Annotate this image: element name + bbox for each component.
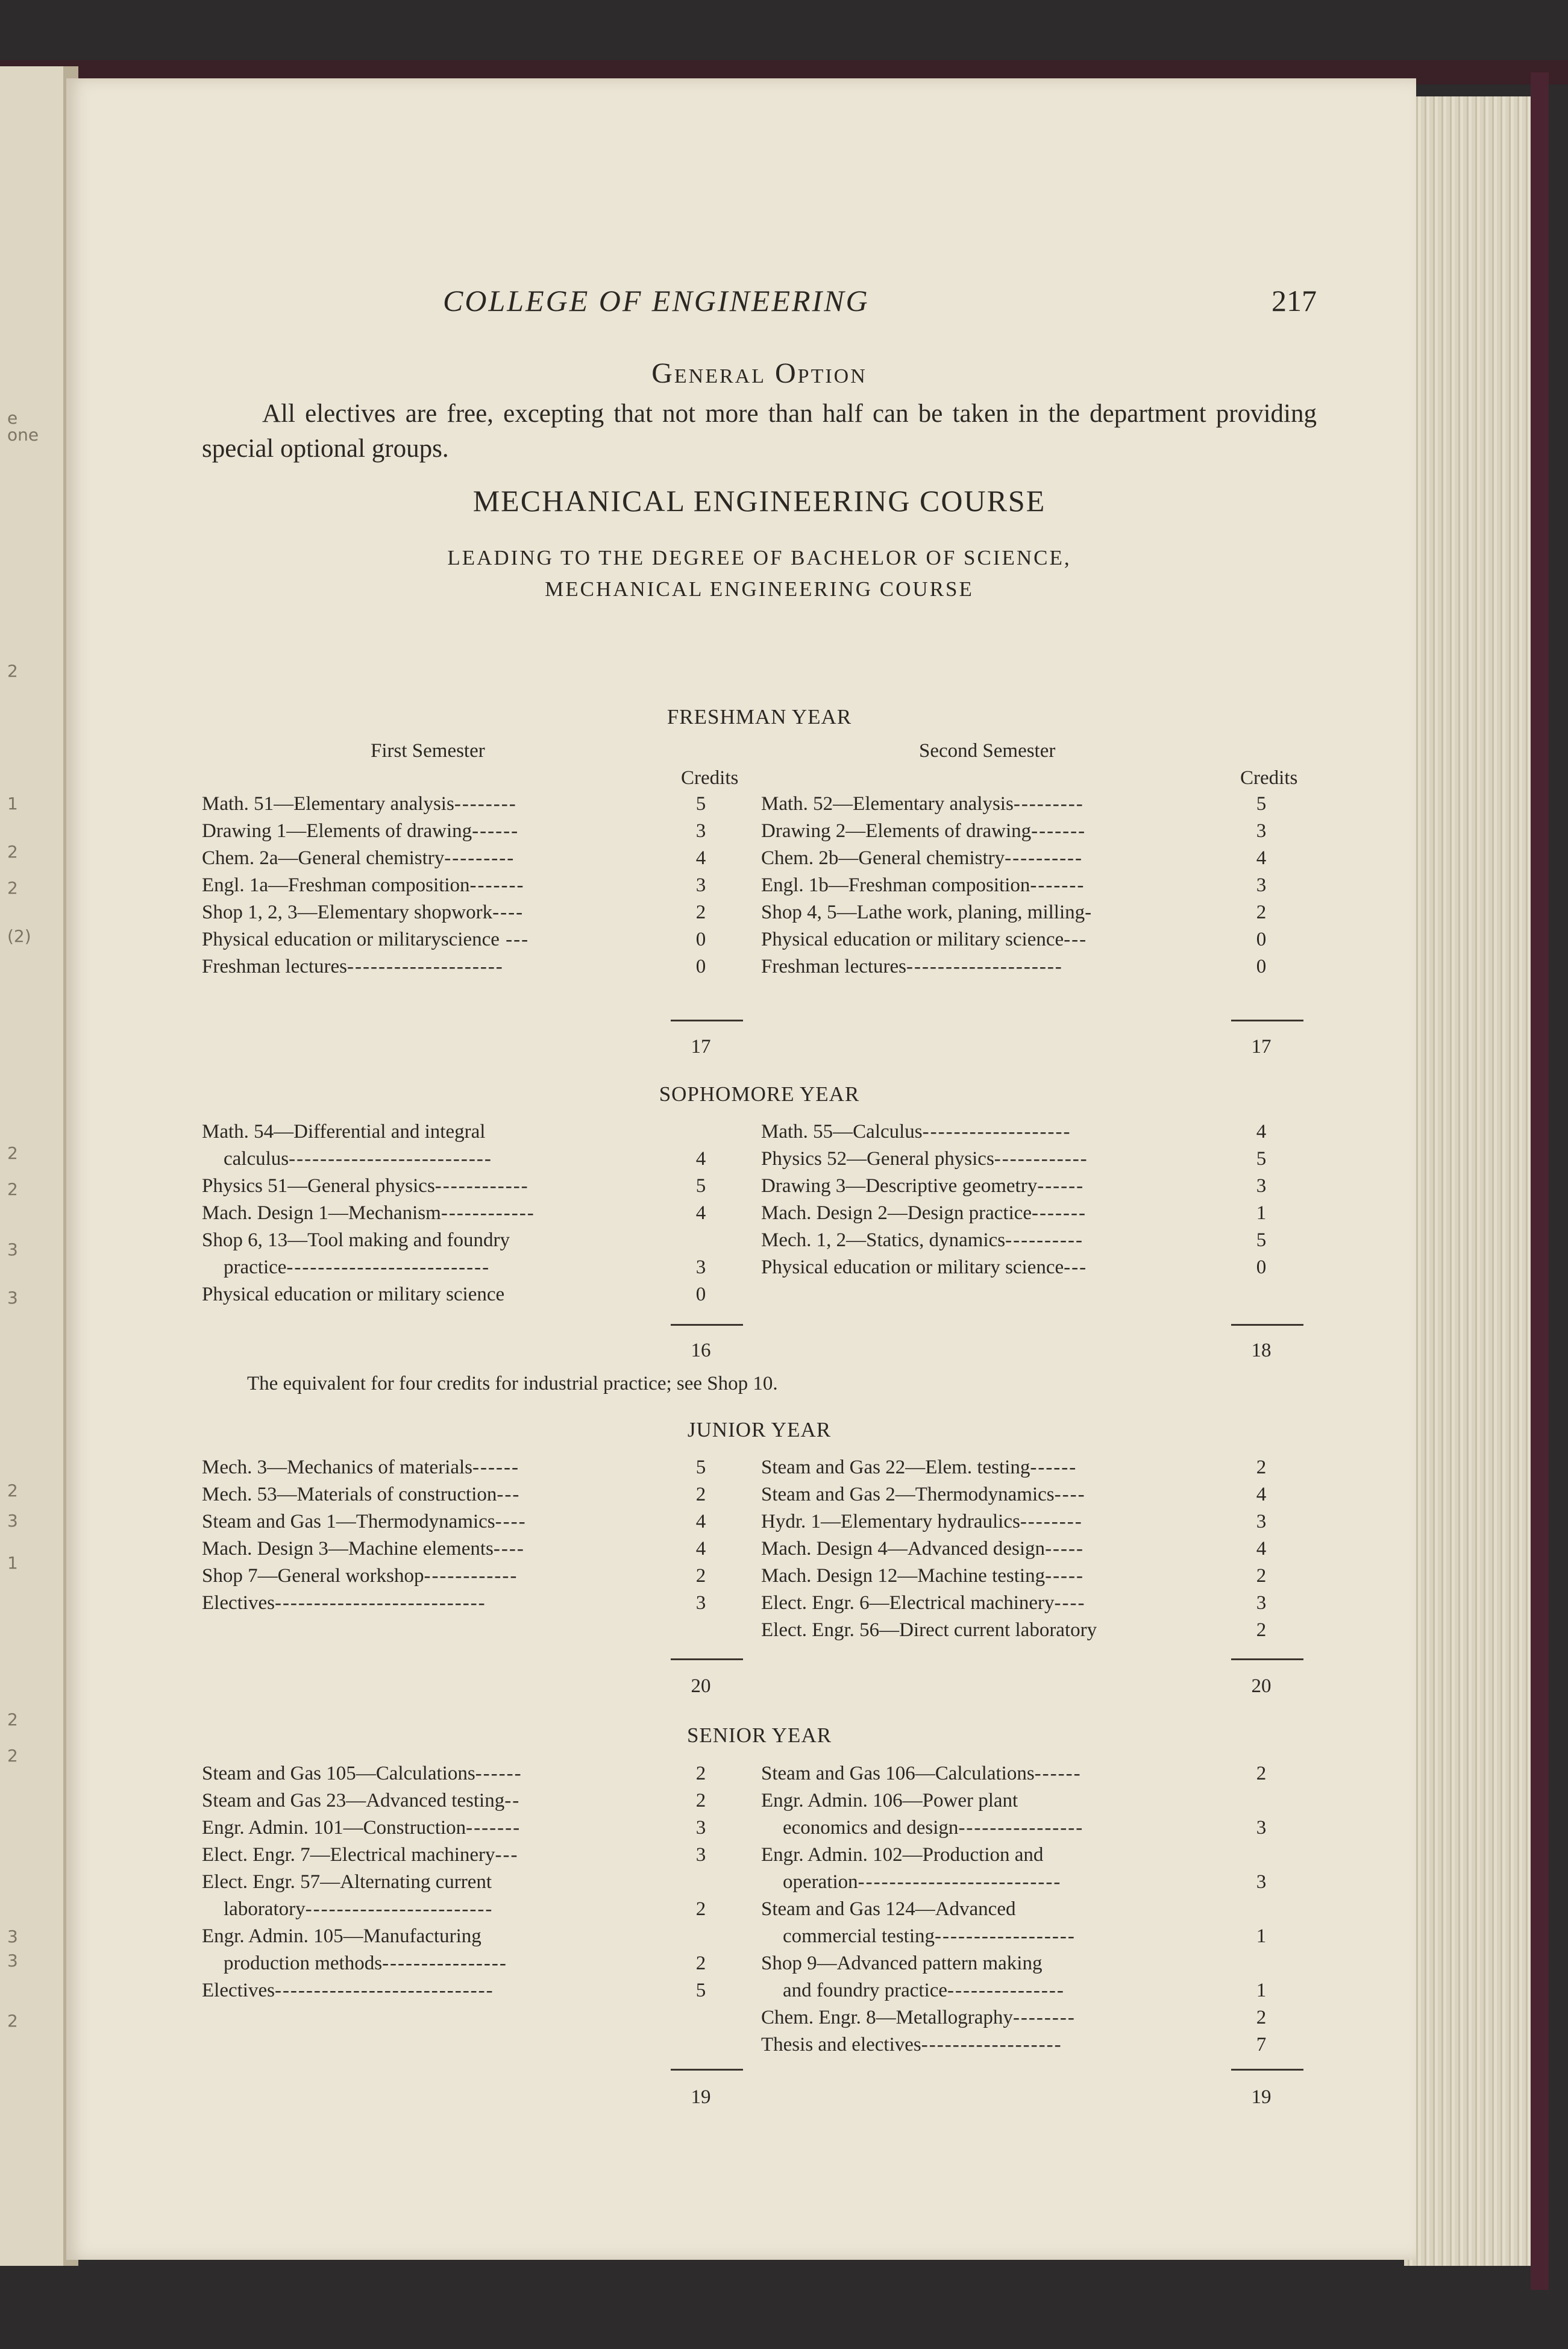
freshman-second-course — [761, 793, 1084, 815]
junior-first-course — [202, 1484, 520, 1506]
senior-second-course — [761, 1898, 1015, 1921]
course-name: Elect. Engr. 56—Direct current laboratory — [761, 1619, 1097, 1641]
junior-second-credits: 2 — [1256, 1565, 1267, 1587]
freshman-second-course — [761, 902, 1093, 924]
freshman-first-course — [202, 793, 517, 815]
course-name: Math. 55—Calculus — [761, 1121, 923, 1143]
sophomore-second-credits: 5 — [1256, 1148, 1267, 1170]
leader-dots: -------- — [1012, 2007, 1076, 2028]
bleed-mark: 1 — [7, 794, 18, 814]
junior-second-course — [761, 1538, 1084, 1560]
general-option-title: General Option — [651, 357, 867, 389]
bleed-mark: 2 — [7, 1179, 18, 1199]
degree-line: LEADING TO THE DEGREE OF BACHELOR OF SCIENCE, — [447, 546, 1071, 569]
leader-dots: --------- — [1013, 793, 1084, 815]
freshman-second-credits: 5 — [1256, 793, 1267, 815]
leader-dots: ---------- — [1005, 847, 1083, 869]
leader-dots: ------------ — [434, 1175, 529, 1197]
course-name: Freshman lectures — [761, 956, 907, 977]
sophomore-second-course — [761, 1121, 1071, 1143]
senior-second-total: 19 — [1251, 2086, 1272, 2108]
course-name: Mach. Design 2—Design practice — [761, 1202, 1032, 1224]
leader-dots: -------------------------- — [289, 1148, 492, 1170]
industrial-practice-note: The equivalent for four credits for industrial practice; see Shop 10. — [247, 1373, 778, 1394]
degree-heading — [202, 542, 1317, 605]
leader-dots: ---------------- — [382, 1952, 507, 1974]
leader-dots: -------- — [454, 793, 517, 815]
freshman-first-course — [202, 847, 515, 870]
senior-second-credits: 1 — [1256, 1980, 1267, 2001]
second-credits-label: Credits — [1240, 767, 1298, 789]
course-name: Steam and Gas 22—Elem. testing — [761, 1457, 1030, 1478]
leader-dots: -------------------- — [906, 956, 1063, 977]
senior-year-heading: SENIOR YEAR — [686, 1723, 832, 1747]
sophomore-second-total: 18 — [1251, 1340, 1272, 1361]
course-name: Chem. Engr. 8—Metallography — [761, 2007, 1013, 2028]
course-name: Freshman lectures — [202, 956, 348, 977]
course-name: Electives — [202, 1980, 275, 2001]
course-name: Engr. Admin. 102—Production and — [761, 1844, 1044, 1866]
course-name: Physical education or military science — [761, 929, 1064, 950]
bleed-mark: 2 — [7, 1143, 18, 1163]
course-name: practice — [224, 1256, 287, 1278]
senior-second-course — [783, 1871, 1061, 1893]
course-name: Steam and Gas 23—Advanced testing — [202, 1790, 505, 1811]
junior-second-course — [761, 1484, 1086, 1506]
freshman-first-course — [202, 820, 519, 842]
course-name: Shop 7—General workshop — [202, 1565, 424, 1587]
bleed-mark: 2 — [7, 842, 18, 862]
course-name: Physical education or militaryscience — [202, 929, 500, 950]
leader-dots: --------------------------- — [274, 1592, 486, 1614]
sophomore-first-course — [224, 1148, 492, 1170]
course-name: Hydr. 1—Elementary hydraulics — [761, 1511, 1020, 1532]
course-name: laboratory — [224, 1898, 306, 1920]
bleed-mark: 2 — [7, 878, 18, 898]
senior-first-course — [224, 1898, 493, 1921]
junior-first-total: 20 — [691, 1675, 711, 1697]
course-name: Thesis and electives — [761, 2034, 921, 2056]
senior-second-credits: 3 — [1256, 1871, 1267, 1893]
course-name: Shop 9—Advanced pattern making — [761, 1952, 1043, 1974]
running-head — [202, 283, 1317, 325]
sophomore-first-credits: 4 — [695, 1148, 706, 1170]
course-name: Steam and Gas 1—Thermodynamics — [202, 1511, 495, 1532]
leader-dots: --- — [499, 929, 530, 950]
leader-dots: -------- — [1020, 1511, 1083, 1532]
course-name: Physics 52—General physics — [761, 1148, 994, 1170]
course-name: Engl. 1a—Freshman composition — [202, 874, 470, 896]
book-page — [66, 78, 1416, 2260]
freshman-second-course — [761, 874, 1085, 897]
course-name: Math. 54—Differential and integral — [202, 1121, 486, 1143]
leader-dots: ----- — [1045, 1538, 1085, 1560]
senior-second-course — [761, 1790, 1018, 1812]
senior-first-course — [202, 1844, 519, 1866]
book-cover-edge — [1531, 72, 1549, 2290]
bleed-mark: 3 — [7, 1288, 18, 1308]
freshman-first-credits: 3 — [695, 874, 706, 896]
bleed-mark: 3 — [7, 1927, 18, 1946]
sophomore-second-total-rule — [1231, 1324, 1303, 1326]
leader-dots: ---------------- — [958, 1817, 1084, 1839]
freshman-first-credits: 4 — [695, 847, 706, 869]
leader-dots: -------------------------- — [858, 1871, 1062, 1893]
freshman-second-course — [761, 847, 1083, 870]
course-name: Chem. 2a—General chemistry — [202, 847, 445, 869]
sophomore-second-course — [761, 1202, 1087, 1225]
senior-second-course — [783, 1817, 1083, 1839]
senior-second-course — [761, 1763, 1082, 1785]
second-semester-label: Second Semester — [919, 740, 1056, 762]
sophomore-second-credits: 1 — [1256, 1202, 1267, 1224]
sophomore-first-total: 16 — [691, 1340, 711, 1361]
leader-dots: -- — [504, 1790, 521, 1811]
junior-first-credits: 4 — [695, 1511, 706, 1532]
freshman-second-credits: 3 — [1256, 820, 1267, 842]
course-name: Engl. 1b—Freshman composition — [761, 874, 1030, 896]
sophomore-second-credits: 4 — [1256, 1121, 1267, 1143]
leader-dots: ------- — [1031, 820, 1087, 842]
leader-dots: ---- — [1054, 1592, 1086, 1614]
course-name: Elect. Engr. 57—Alternating current — [202, 1871, 492, 1893]
freshman-second-credits: 4 — [1256, 847, 1267, 869]
freshman-second-total: 17 — [1251, 1036, 1272, 1058]
junior-first-course — [202, 1457, 519, 1479]
senior-first-course — [202, 1790, 520, 1812]
course-name: Engr. Admin. 106—Power plant — [761, 1790, 1018, 1811]
senior-first-course — [202, 1871, 492, 1893]
bleed-mark: 2 — [7, 2011, 18, 2031]
freshman-first-course — [202, 874, 524, 897]
bleed-mark: 2 — [7, 661, 18, 681]
course-name: Steam and Gas 105—Calculations — [202, 1763, 475, 1784]
senior-second-course — [783, 1980, 1065, 2002]
course-name: Engr. Admin. 105—Manufacturing — [202, 1925, 481, 1947]
leader-dots: ------------------------ — [305, 1898, 494, 1920]
freshman-first-total-rule — [671, 1020, 743, 1021]
course-name: Engr. Admin. 101—Construction — [202, 1817, 466, 1839]
left-page-bleed-marks — [7, 408, 39, 2097]
leader-dots: ------- — [1030, 874, 1085, 896]
senior-first-credits: 2 — [695, 1790, 706, 1811]
senior-first-credits: 5 — [695, 1980, 706, 2001]
senior-first-credits: 3 — [695, 1844, 706, 1866]
freshman-second-credits: 2 — [1256, 902, 1267, 923]
leader-dots: --------- — [444, 847, 515, 869]
junior-second-course — [761, 1592, 1086, 1614]
course-name: and foundry practice — [783, 1980, 948, 2001]
leader-dots: ---- — [492, 902, 524, 923]
freshman-second-credits: 0 — [1256, 956, 1267, 977]
sophomore-first-course — [202, 1121, 485, 1143]
junior-second-credits: 3 — [1256, 1592, 1267, 1614]
junior-first-credits: 3 — [695, 1592, 706, 1614]
junior-second-total: 20 — [1251, 1675, 1272, 1697]
junior-second-credits: 2 — [1256, 1619, 1267, 1641]
freshman-year-heading: FRESHMAN YEAR — [666, 705, 852, 729]
senior-first-credits: 2 — [695, 1952, 706, 1974]
leader-dots: ---- — [493, 1538, 525, 1560]
sophomore-year-heading: SOPHOMORE YEAR — [659, 1082, 860, 1106]
freshman-first-course — [202, 929, 529, 951]
senior-second-course — [761, 1952, 1042, 1975]
course-name: Physical education or military science — [761, 1256, 1064, 1278]
sophomore-first-course — [202, 1202, 535, 1225]
bleed-mark: 2 — [7, 1710, 18, 1730]
course-name: Drawing 2—Elements of drawing — [761, 820, 1032, 842]
leader-dots: ------ — [472, 820, 519, 842]
leader-dots: ------ — [1030, 1457, 1077, 1478]
senior-first-course — [224, 1952, 507, 1975]
leader-dots: ----- — [1045, 1565, 1085, 1587]
course-name: Steam and Gas 124—Advanced — [761, 1898, 1016, 1920]
course-name: Mach. Design 4—Advanced design — [761, 1538, 1046, 1560]
leader-dots: ------- — [469, 874, 525, 896]
senior-first-course — [202, 1763, 522, 1785]
freshman-second-course — [761, 820, 1086, 842]
senior-first-credits: 2 — [695, 1763, 706, 1784]
bleed-mark: 3 — [7, 1511, 18, 1531]
senior-first-course — [202, 1817, 521, 1839]
senior-first-credits: 2 — [695, 1898, 706, 1920]
course-name: Elect. Engr. 6—Electrical machinery — [761, 1592, 1055, 1614]
senior-second-course — [783, 1925, 1076, 1948]
senior-first-course — [202, 1980, 494, 2002]
leader-dots: --- — [1064, 929, 1088, 950]
junior-second-credits: 3 — [1256, 1511, 1267, 1532]
sophomore-second-course — [761, 1229, 1083, 1252]
freshman-second-course — [761, 929, 1087, 951]
course-title: MECHANICAL ENGINEERING COURSE — [472, 484, 1046, 518]
senior-second-course — [761, 2007, 1076, 2029]
leader-dots: ------------------ — [921, 2034, 1062, 2056]
junior-second-course — [761, 1511, 1083, 1533]
junior-first-course — [202, 1592, 486, 1614]
course-name: Mech. 53—Materials of construction — [202, 1484, 497, 1505]
junior-first-course — [202, 1538, 525, 1560]
senior-second-credits: 2 — [1256, 2007, 1267, 2028]
senior-second-total-rule — [1231, 2069, 1303, 2071]
leader-dots: ------ — [475, 1763, 522, 1784]
sophomore-second-credits: 3 — [1256, 1175, 1267, 1197]
general-option-text: All electives are free, excepting that not more than half can be taken in the department providing special optional groups. — [202, 400, 1317, 463]
course-name: Electives — [202, 1592, 275, 1614]
course-name: Physical education or military science — [202, 1284, 505, 1305]
junior-second-course — [761, 1619, 1097, 1642]
senior-first-total: 19 — [691, 2086, 711, 2108]
course-name: Drawing 1—Elements of drawing — [202, 820, 472, 842]
bleed-mark: 2 — [7, 1481, 18, 1501]
running-title: COLLEGE OF ENGINEERING — [443, 284, 870, 318]
junior-first-credits: 5 — [695, 1457, 706, 1478]
junior-first-credits: 4 — [695, 1538, 706, 1560]
freshman-second-credits: 0 — [1256, 929, 1267, 950]
leader-dots: ------- — [466, 1817, 521, 1839]
sophomore-first-course — [202, 1284, 504, 1306]
sophomore-first-course — [202, 1175, 529, 1197]
bleed-mark: (2) — [7, 926, 31, 946]
course-name: Physics 51—General physics — [202, 1175, 435, 1197]
course-name: production methods — [224, 1952, 383, 1974]
course-name: Mach. Design 3—Machine elements — [202, 1538, 494, 1560]
leader-dots: -------------------- — [347, 956, 504, 977]
junior-year-heading: JUNIOR YEAR — [687, 1418, 832, 1441]
freshman-first-credits: 5 — [695, 793, 706, 815]
junior-first-total-rule — [671, 1658, 743, 1660]
bleed-mark: 1 — [7, 1553, 18, 1573]
course-name: economics and design — [783, 1817, 959, 1839]
leader-dots: ---- — [495, 1511, 527, 1532]
junior-second-credits: 4 — [1256, 1484, 1267, 1505]
sophomore-first-total-rule — [671, 1324, 743, 1326]
course-name: Elect. Engr. 7—Electrical machinery — [202, 1844, 495, 1866]
course-name: Mech. 1, 2—Statics, dynamics — [761, 1229, 1006, 1251]
page-number: 217 — [1272, 284, 1317, 318]
freshman-first-course — [202, 902, 524, 924]
leader-dots: ---------------------------- — [274, 1980, 494, 2001]
bleed-mark: 3 — [7, 1240, 18, 1259]
junior-first-course — [202, 1511, 527, 1533]
senior-first-credits: 3 — [695, 1817, 706, 1839]
leader-dots: ------ — [1037, 1175, 1085, 1197]
course-name: Math. 52—Elementary analysis — [761, 793, 1014, 815]
junior-second-credits: 2 — [1256, 1457, 1267, 1478]
leader-dots: - — [1085, 902, 1093, 923]
junior-second-course — [761, 1457, 1077, 1479]
leader-dots: ------------ — [424, 1565, 518, 1587]
junior-first-credits: 2 — [695, 1565, 706, 1587]
sophomore-first-credits: 5 — [695, 1175, 706, 1197]
junior-second-total-rule — [1231, 1658, 1303, 1660]
sophomore-second-credits: 5 — [1256, 1229, 1267, 1251]
freshman-first-course — [202, 956, 504, 978]
freshman-second-credits: 3 — [1256, 874, 1267, 896]
freshman-first-credits: 2 — [695, 902, 706, 923]
leader-dots: ------------ — [994, 1148, 1088, 1170]
leader-dots: ------ — [472, 1457, 519, 1478]
first-semester-label: First Semester — [371, 740, 485, 762]
junior-second-credits: 4 — [1256, 1538, 1267, 1560]
course-name: Shop 4, 5—Lathe work, planing, milling — [761, 902, 1085, 923]
course-name: Steam and Gas 2—Thermodynamics — [761, 1484, 1055, 1505]
leader-dots: ------------------- — [922, 1121, 1071, 1143]
sophomore-second-course — [761, 1175, 1084, 1197]
course-name: Math. 51—Elementary analysis — [202, 793, 454, 815]
leader-dots: --- — [495, 1844, 519, 1866]
course-name: Mech. 3—Mechanics of materials — [202, 1457, 473, 1478]
freshman-first-total: 17 — [691, 1036, 711, 1058]
senior-first-total-rule — [671, 2069, 743, 2071]
course-name: calculus — [224, 1148, 289, 1170]
course-name: commercial testing — [783, 1925, 935, 1947]
course-name: Chem. 2b—General chemistry — [761, 847, 1005, 869]
leader-dots: ---- — [1054, 1484, 1086, 1505]
senior-second-credits: 1 — [1256, 1925, 1267, 1947]
freshman-first-credits: 0 — [695, 956, 706, 977]
sophomore-first-credits: 0 — [695, 1284, 706, 1305]
first-credits-label: Credits — [681, 767, 739, 789]
course-name: operation — [783, 1871, 858, 1893]
sophomore-second-course — [761, 1256, 1087, 1279]
sophomore-second-course — [761, 1148, 1088, 1170]
course-name: Drawing 3—Descriptive geometry — [761, 1175, 1038, 1197]
course-name: Shop 1, 2, 3—Elementary shopwork — [202, 902, 493, 923]
freshman-second-course — [761, 956, 1063, 978]
bleed-mark: e one — [7, 408, 39, 445]
sophomore-second-credits: 0 — [1256, 1256, 1267, 1278]
sophomore-first-course — [202, 1229, 510, 1252]
junior-first-course — [202, 1565, 518, 1587]
freshman-first-credits: 0 — [695, 929, 706, 950]
course-name: Shop 6, 13—Tool making and foundry — [202, 1229, 510, 1251]
junior-second-course — [761, 1565, 1084, 1587]
senior-second-credits: 3 — [1256, 1817, 1267, 1839]
course-name: Steam and Gas 106—Calculations — [761, 1763, 1035, 1784]
leader-dots: ------ — [1034, 1763, 1082, 1784]
leader-dots: --- — [1064, 1256, 1088, 1278]
sophomore-first-course — [224, 1256, 490, 1279]
leader-dots: -------------------------- — [286, 1256, 491, 1278]
senior-second-course — [761, 2034, 1062, 2056]
page-block-edges — [1404, 96, 1531, 2266]
sophomore-first-credits: 4 — [695, 1202, 706, 1224]
leader-dots: --------------- — [947, 1980, 1065, 2001]
senior-first-course — [202, 1925, 481, 1948]
senior-second-credits: 2 — [1256, 1763, 1267, 1784]
leader-dots: ------- — [1032, 1202, 1087, 1224]
bleed-mark: 2 — [7, 1746, 18, 1766]
leader-dots: ------------ — [441, 1202, 535, 1224]
course-name: Mach. Design 12—Machine testing — [761, 1565, 1046, 1587]
leader-dots: ---------- — [1005, 1229, 1084, 1251]
leader-dots: --- — [497, 1484, 521, 1505]
bleed-mark: 3 — [7, 1951, 18, 1971]
freshman-first-credits: 3 — [695, 820, 706, 842]
sophomore-first-credits: 3 — [695, 1256, 706, 1278]
senior-second-credits: 7 — [1256, 2034, 1267, 2056]
degree-line: MECHANICAL ENGINEERING COURSE — [545, 577, 974, 601]
freshman-second-total-rule — [1231, 1020, 1303, 1021]
course-name: Mach. Design 1—Mechanism — [202, 1202, 441, 1224]
senior-second-course — [761, 1844, 1043, 1866]
junior-first-credits: 2 — [695, 1484, 706, 1505]
leader-dots: ------------------ — [935, 1925, 1076, 1947]
